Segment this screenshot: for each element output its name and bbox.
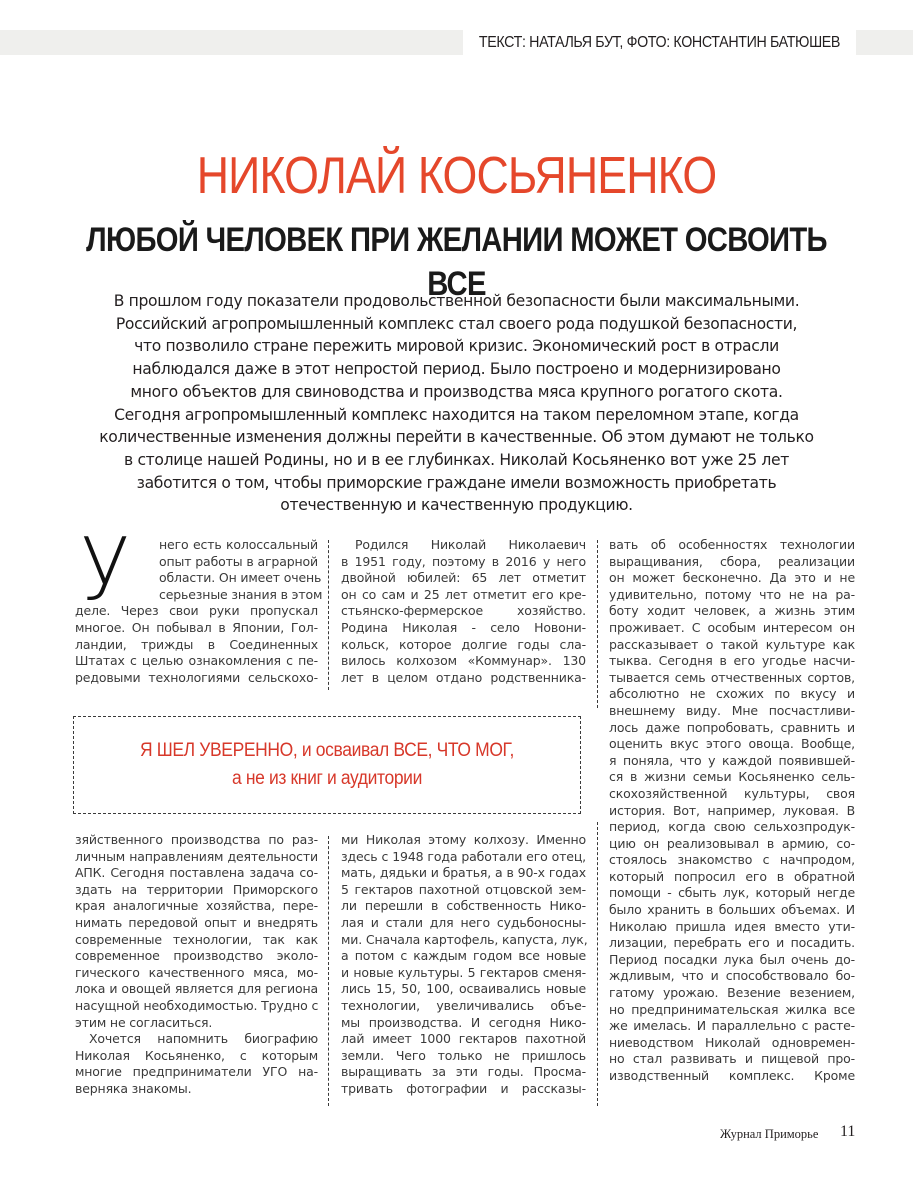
- body-line: Родился Николай Николаевич: [355, 537, 586, 552]
- body-line: цию он реализовывал в армию, со-: [609, 835, 855, 851]
- credit-bar-left: [0, 30, 463, 55]
- body-line: скохозяйственной культуры, своя: [609, 785, 855, 801]
- body-line: вать об особенностях технологии: [609, 537, 855, 552]
- column-1-bottom: [75, 832, 318, 1098]
- body-line: тыква. Сегодня в его угодье насчи-: [609, 653, 855, 669]
- body-line: боту ходит человек, а жизнь этим: [609, 603, 855, 619]
- body-line: редовыми технологиями сельскохо-: [75, 669, 318, 685]
- lead-line: отечественную и качественную продукцию.: [280, 496, 633, 515]
- body-line: лизации, перебрать его и посадить.: [609, 935, 855, 951]
- body-line: внешнему виду. Мне посчастливи-: [609, 702, 855, 718]
- lead-line: что позволило стране пережить мировой кризис. Экономический рост в отрасли: [134, 337, 779, 356]
- lead-line: наблюдался даже в этот непростой период. Было построено и модернизировано: [132, 360, 781, 379]
- body-line: ждливым, что и способствовало бо-: [609, 968, 855, 984]
- body-line: Николая Косьяненко, с которым: [75, 1047, 318, 1063]
- body-line: который попросил его в обратной: [609, 868, 855, 884]
- column-divider-2-bottom: [597, 822, 598, 1106]
- body-line: удивительно, потому что не на ра-: [609, 586, 855, 602]
- body-line: него есть колоссальный: [159, 537, 318, 552]
- column-2-bottom: [341, 832, 586, 1098]
- body-line: я поняла, что у каждой появившей-: [609, 752, 855, 768]
- body-line: АПК. Сегодня поставлена задача со-: [75, 865, 318, 881]
- body-line: в 1951 году, поэтому в 2016 у него: [341, 553, 586, 569]
- body-line: лись 15, 50, 100, осваивались новые: [341, 981, 586, 997]
- body-line: лось даже попробовать, сравнить и: [609, 719, 855, 735]
- body-line: современные технологии, так как: [75, 931, 318, 947]
- body-line: Родина Николая - село Новони-: [341, 619, 586, 635]
- body-line: ся в жизни семьи Косьяненко сель-: [609, 769, 855, 785]
- body-line: но стал развивать и пищевой про-: [609, 1051, 855, 1067]
- body-line: стьянско-фермерское хозяйство.: [341, 603, 586, 619]
- magazine-name: Журнал Приморье: [720, 1127, 819, 1141]
- lead-line: заботится о том, чтобы приморские граждане имели возможность приобретать: [136, 473, 777, 492]
- lead-line: В прошлом году показатели продовольственной безопасности были максимальными.: [113, 292, 800, 310]
- body-line: здать на территории Приморского: [75, 881, 318, 897]
- body-line: абсолютно не схожих по вкусу и: [609, 686, 855, 702]
- body-line: период, когда свою сельхозпродук-: [609, 819, 855, 835]
- body-line: проживает. С особым интересом он: [609, 619, 855, 635]
- lead-paragraph: [75, 290, 838, 517]
- body-line: лай имеет 1000 гектаров пахотной: [341, 1031, 586, 1047]
- column-divider-2-top: [597, 540, 598, 708]
- body-line: но предпринимательская жилка все: [609, 1001, 855, 1017]
- body-line: серьезные знания в этом: [159, 586, 323, 602]
- body-line: он может бесконечно. Да это и не: [609, 570, 855, 586]
- body-line: стоялось знакомство с начпродом,: [609, 852, 855, 868]
- body-line: области. Он имеет очень: [159, 570, 322, 586]
- body-line: помощи - сбыть лук, который негде: [609, 885, 855, 901]
- pull-quote-line-1: Я ШЕЛ УВЕРЕННО, и осваивал ВСЕ, ЧТО МОГ,: [139, 740, 515, 761]
- article-subtitle: ЛЮБОЙ ЧЕЛОВЕК ПРИ ЖЕЛАНИИ МОЖЕТ ОСВОИТЬ ВСЕ: [86, 221, 827, 303]
- body-line: оценить вкус этого овоща. Вообще,: [609, 736, 855, 752]
- body-line: а потом с каждым годом все новые: [341, 948, 586, 964]
- body-line: он со сам и 25 лет отметит его кре-: [341, 586, 586, 602]
- body-line: ли перешли в собственность Нико-: [341, 898, 586, 914]
- body-line: лая и стали для него судьбоносны-: [341, 914, 586, 930]
- pull-quote-line-2: а не из книг и аудитории: [232, 768, 422, 789]
- body-line: рассказывает о такой культуре как: [609, 636, 855, 652]
- body-line: кольск, которое долгие годы сла-: [341, 636, 586, 652]
- body-line: зяйственного производства по раз-: [75, 832, 318, 847]
- body-line: деле. Через свои руки пропускал: [75, 603, 318, 619]
- body-line: и новые культуры. 5 гектаров сменя-: [341, 964, 586, 980]
- lead-line: Российский агропромышленный комплекс стал своего рода подушкой безопасности,: [115, 314, 798, 333]
- body-line: технологии, увеличивались объе-: [341, 997, 586, 1013]
- body-line: же имелась. И параллельно с расте-: [609, 1018, 855, 1034]
- body-line: ми Николая этому колхозу. Именно: [341, 832, 586, 847]
- body-line: земли. Чего только не пришлось: [341, 1047, 586, 1063]
- body-line: многие предприниматели УГО на-: [75, 1064, 318, 1080]
- pull-quote: [73, 737, 581, 793]
- column-2-top: [341, 537, 586, 686]
- body-line: лока и овощей является для региона: [75, 981, 318, 997]
- body-line: опыт работы в аграрной: [159, 553, 318, 569]
- body-line: края аналогичные хозяйства, пере-: [75, 898, 318, 914]
- column-1-top: [75, 537, 323, 686]
- body-line: Хочется напомнить биографию: [89, 1031, 318, 1047]
- body-line: было хранить в больших объемах. И: [609, 902, 855, 918]
- body-line: этим не согласиться.: [75, 1014, 213, 1030]
- lead-line: количественные изменения должны перейти в качественные. Об этом думают не только: [99, 428, 814, 447]
- body-line: здесь с 1948 года работали его отец,: [341, 848, 586, 864]
- body-line: мы производства. И сегодня Нико-: [341, 1014, 586, 1030]
- body-line: Николаю пришла идея вместо ути-: [609, 918, 855, 934]
- body-line: лет в целом отдано родственника-: [341, 669, 586, 685]
- body-line: вилось колхозом «Коммунар». 130: [341, 653, 586, 669]
- lead-line: много объектов для свиноводства и производства мяса крупного рогатого скота.: [130, 382, 783, 401]
- body-line: выращивания, сбора, реализации: [609, 553, 855, 569]
- credit-bar-right: [856, 30, 913, 55]
- column-3: [609, 537, 855, 1085]
- lead-line: в столице нашей Родины, но и в ее глубинках. Николай Косьяненко вот уже 25 лет: [124, 450, 789, 469]
- body-line: насущной необходимостью. Трудно с: [75, 997, 319, 1013]
- body-line: изводственный комплекс. Кроме: [609, 1068, 855, 1083]
- body-line: 5 гектаров пахотной отцовской зем-: [341, 881, 586, 897]
- lead-line: Сегодня агропромышленный комплекс находится на таком переломном этапе, когда: [114, 405, 799, 424]
- column-divider-1-top: [328, 540, 329, 690]
- body-line: ми. Сначала картофель, капуста, лук,: [341, 931, 588, 947]
- body-line: двойной юбилей: 65 лет отметит: [341, 570, 586, 586]
- body-line: современное производство эколо-: [75, 948, 318, 964]
- body-line: верняка знакомы.: [75, 1080, 192, 1096]
- body-line: нимать передовой опыт и внедрять: [75, 914, 318, 930]
- body-line: тывается семь отчественных сортов,: [609, 669, 855, 685]
- author-credit: ТЕКСТ: НАТАЛЬЯ БУТ, ФОТО: КОНСТАНТИН БАТЮШЕВ: [478, 34, 841, 51]
- body-line: гического качественного мяса, мо-: [75, 964, 318, 980]
- body-line: мать, дядьки и братья, а в 90-х годах: [341, 865, 586, 881]
- body-line: личным направлениям деятельности: [75, 848, 318, 864]
- drop-cap: У: [80, 520, 131, 620]
- body-line: ландии, трижды в Соединенных: [75, 636, 318, 652]
- body-line: гатому урожаю. Везение везением,: [609, 985, 855, 1001]
- page-number: 11: [840, 1123, 856, 1140]
- article-title: НИКОЛАЙ КОСЬЯНЕНКО: [196, 147, 717, 205]
- body-line: многое. Он побывал в Японии, Гол-: [75, 619, 318, 635]
- body-line: история. Вот, например, луковая. В: [609, 802, 855, 818]
- body-line: выращивать за эти годы. Просма-: [341, 1064, 586, 1080]
- body-line: Период посадки лука был очень до-: [609, 951, 855, 967]
- body-line: Штатах с целью ознакомления с пе-: [75, 653, 318, 669]
- column-divider-1-bottom: [328, 836, 329, 1106]
- body-line: тривать фотографии и рассказы-: [341, 1080, 586, 1096]
- body-line: ниеводством Николай одновремен-: [609, 1034, 855, 1050]
